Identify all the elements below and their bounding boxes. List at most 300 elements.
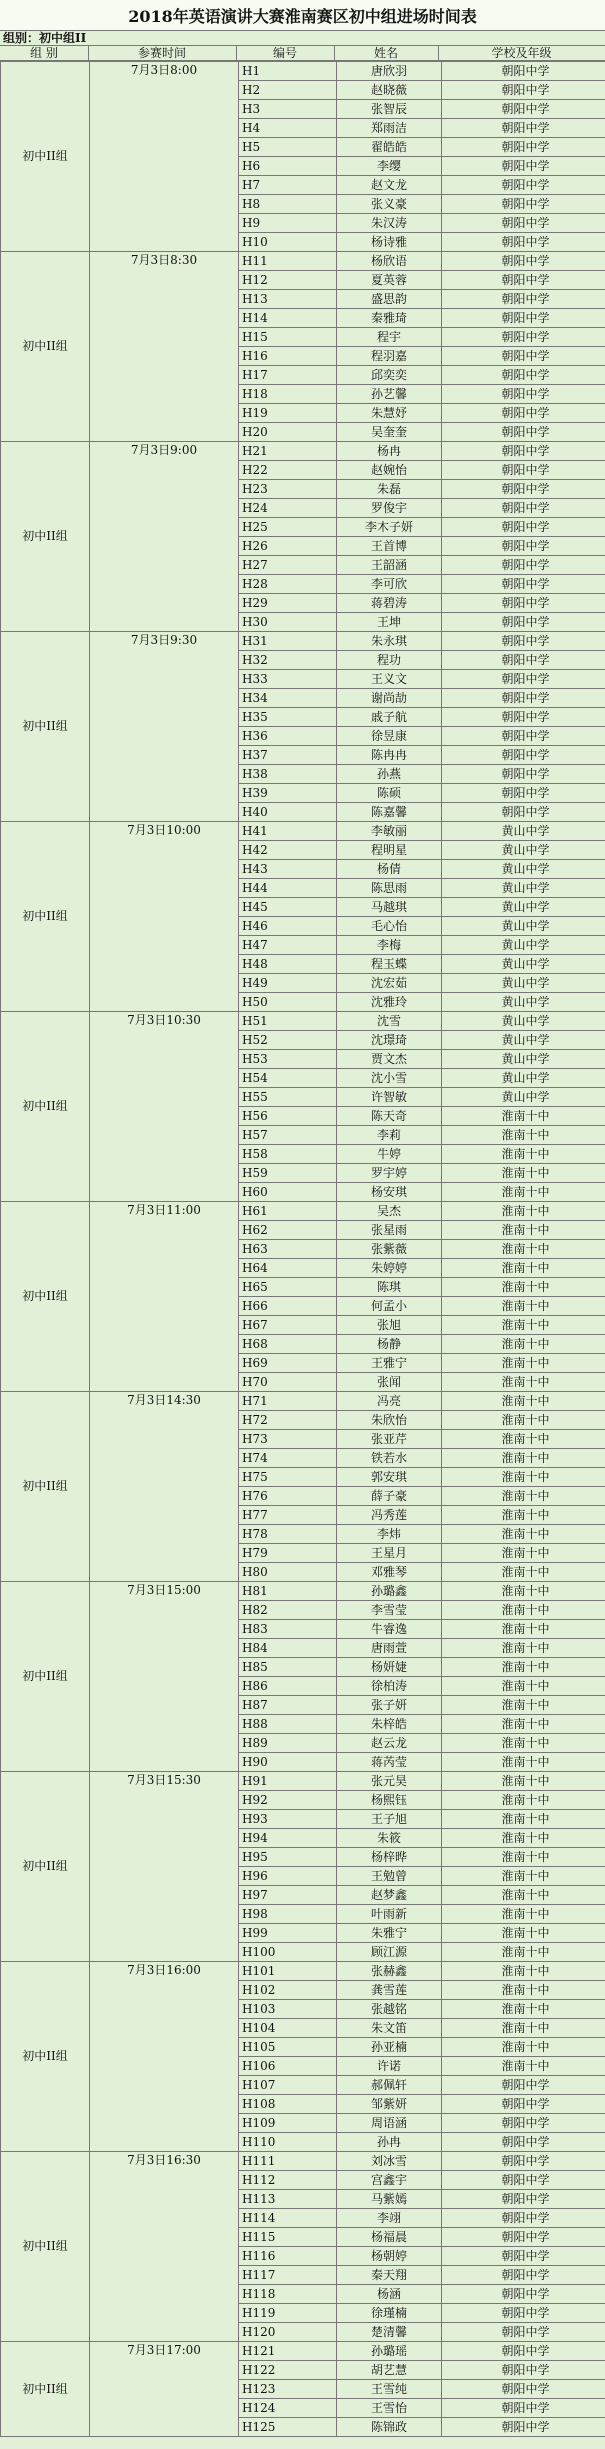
time-cell: 7月3日8:00 — [90, 62, 239, 252]
name-cell: 郭安琪 — [337, 1468, 442, 1487]
number-cell: H101 — [239, 1962, 337, 1981]
number-cell: H66 — [239, 1297, 337, 1316]
number-cell: H106 — [239, 2057, 337, 2076]
name-cell: 孙冉 — [337, 2133, 442, 2152]
group-cell: 初中II组 — [1, 252, 90, 442]
school-cell: 朝阳中学 — [442, 62, 605, 81]
school-cell: 朝阳中学 — [442, 309, 605, 328]
number-cell: H84 — [239, 1639, 337, 1658]
group-cell: 初中II组 — [1, 1202, 90, 1392]
name-cell: 李莉 — [337, 1126, 442, 1145]
number-cell: H109 — [239, 2114, 337, 2133]
group-cell: 初中II组 — [1, 2342, 90, 2437]
number-cell: H120 — [239, 2323, 337, 2342]
school-cell: 朝阳中学 — [442, 2190, 605, 2209]
number-cell: H114 — [239, 2209, 337, 2228]
school-cell: 朝阳中学 — [442, 2095, 605, 2114]
name-cell: 沈璟琦 — [337, 1031, 442, 1050]
name-cell: 杨妍婕 — [337, 1658, 442, 1677]
school-cell: 淮南十中 — [442, 1848, 605, 1867]
number-cell: H78 — [239, 1525, 337, 1544]
number-cell: H97 — [239, 1886, 337, 1905]
number-cell: H25 — [239, 518, 337, 537]
table-row — [1, 1772, 605, 1791]
number-cell: H57 — [239, 1126, 337, 1145]
school-cell: 朝阳中学 — [442, 499, 605, 518]
school-cell: 淮南十中 — [442, 1373, 605, 1392]
name-cell: 夏英蓉 — [337, 271, 442, 290]
school-cell: 朝阳中学 — [442, 176, 605, 195]
number-cell: H83 — [239, 1620, 337, 1639]
school-cell: 黄山中学 — [442, 1012, 605, 1031]
name-cell: 王雪怡 — [337, 2399, 442, 2418]
school-cell: 朝阳中学 — [442, 784, 605, 803]
group-cell: 初中II组 — [1, 2152, 90, 2342]
name-cell: 宫鑫宇 — [337, 2171, 442, 2190]
name-cell: 马越琪 — [337, 898, 442, 917]
number-cell: H39 — [239, 784, 337, 803]
school-cell: 黄山中学 — [442, 1088, 605, 1107]
name-cell: 张亚芹 — [337, 1430, 442, 1449]
name-cell: 徐瑾楠 — [337, 2304, 442, 2323]
school-cell: 黄山中学 — [442, 993, 605, 1012]
group-cell: 初中II组 — [1, 1392, 90, 1582]
name-cell: 陈嘉馨 — [337, 803, 442, 822]
group-cell: 初中II组 — [1, 1772, 90, 1962]
school-cell: 朝阳中学 — [442, 651, 605, 670]
number-cell: H14 — [239, 309, 337, 328]
name-cell: 王雅宁 — [337, 1354, 442, 1373]
name-cell: 楚清馨 — [337, 2323, 442, 2342]
name-cell: 杨静 — [337, 1335, 442, 1354]
name-cell: 贾文杰 — [337, 1050, 442, 1069]
name-cell: 朱欣怡 — [337, 1411, 442, 1430]
school-cell: 朝阳中学 — [442, 385, 605, 404]
school-cell: 淮南十中 — [442, 1791, 605, 1810]
school-cell: 淮南十中 — [442, 1525, 605, 1544]
number-cell: H87 — [239, 1696, 337, 1715]
number-cell: H4 — [239, 119, 337, 138]
table-row — [1, 1962, 605, 1981]
table-row — [1, 1392, 605, 1411]
name-cell: 龚雪莲 — [337, 1981, 442, 2000]
name-cell: 李梅 — [337, 936, 442, 955]
time-cell: 7月3日15:30 — [90, 1772, 239, 1962]
name-cell: 顾江源 — [337, 1943, 442, 1962]
name-cell: 孙璐瑶 — [337, 2342, 442, 2361]
name-cell: 杨朝婷 — [337, 2247, 442, 2266]
number-cell: H88 — [239, 1715, 337, 1734]
name-cell: 赵晓薇 — [337, 81, 442, 100]
number-cell: H47 — [239, 936, 337, 955]
school-cell: 淮南十中 — [442, 1620, 605, 1639]
school-cell: 朝阳中学 — [442, 423, 605, 442]
number-cell: H111 — [239, 2152, 337, 2171]
school-cell: 淮南十中 — [442, 1829, 605, 1848]
number-cell: H13 — [239, 290, 337, 309]
time-cell: 7月3日14:30 — [90, 1392, 239, 1582]
name-cell: 牛婷 — [337, 1145, 442, 1164]
school-cell: 朝阳中学 — [442, 2228, 605, 2247]
name-cell: 翟皓皓 — [337, 138, 442, 157]
time-cell: 7月3日10:00 — [90, 822, 239, 1012]
name-cell: 牛睿逸 — [337, 1620, 442, 1639]
number-cell: H125 — [239, 2418, 337, 2437]
header-time: 参赛时间 — [88, 46, 237, 61]
school-cell: 朝阳中学 — [442, 290, 605, 309]
number-cell: H95 — [239, 1848, 337, 1867]
school-cell: 淮南十中 — [442, 1107, 605, 1126]
school-cell: 淮南十中 — [442, 1145, 605, 1164]
number-cell: H19 — [239, 404, 337, 423]
school-cell: 朝阳中学 — [442, 252, 605, 271]
number-cell: H33 — [239, 670, 337, 689]
name-cell: 叶雨新 — [337, 1905, 442, 1924]
number-cell: H40 — [239, 803, 337, 822]
school-cell: 黄山中学 — [442, 841, 605, 860]
school-cell: 淮南十中 — [442, 1506, 605, 1525]
number-cell: H12 — [239, 271, 337, 290]
number-cell: H121 — [239, 2342, 337, 2361]
name-cell: 郝佩轩 — [337, 2076, 442, 2095]
name-cell: 徐柏涛 — [337, 1677, 442, 1696]
name-cell: 杨倩 — [337, 860, 442, 879]
number-cell: H92 — [239, 1791, 337, 1810]
name-cell: 陈思雨 — [337, 879, 442, 898]
number-cell: H44 — [239, 879, 337, 898]
group-cell: 初中II组 — [1, 442, 90, 632]
number-cell: H112 — [239, 2171, 337, 2190]
name-cell: 王首博 — [337, 537, 442, 556]
school-cell: 朝阳中学 — [442, 518, 605, 537]
number-cell: H65 — [239, 1278, 337, 1297]
number-cell: H27 — [239, 556, 337, 575]
school-cell: 黄山中学 — [442, 1069, 605, 1088]
group-cell: 初中II组 — [1, 1962, 90, 2152]
school-cell: 淮南十中 — [442, 1278, 605, 1297]
school-cell: 淮南十中 — [442, 1544, 605, 1563]
school-cell: 朝阳中学 — [442, 2399, 605, 2418]
name-cell: 张越铭 — [337, 2000, 442, 2019]
number-cell: H69 — [239, 1354, 337, 1373]
school-cell: 朝阳中学 — [442, 746, 605, 765]
name-cell: 朱永琪 — [337, 632, 442, 651]
school-cell: 朝阳中学 — [442, 708, 605, 727]
number-cell: H90 — [239, 1753, 337, 1772]
number-cell: H67 — [239, 1316, 337, 1335]
number-cell: H11 — [239, 252, 337, 271]
name-cell: 邓雅琴 — [337, 1563, 442, 1582]
name-cell: 秦雅琦 — [337, 309, 442, 328]
name-cell: 杨梓晔 — [337, 1848, 442, 1867]
school-cell: 朝阳中学 — [442, 2266, 605, 2285]
table-row — [1, 62, 605, 81]
school-cell: 淮南十中 — [442, 1430, 605, 1449]
header-school: 学校及年级 — [491, 46, 552, 60]
school-cell: 淮南十中 — [442, 1867, 605, 1886]
number-cell: H62 — [239, 1221, 337, 1240]
school-cell: 朝阳中学 — [442, 271, 605, 290]
name-cell: 张星雨 — [337, 1221, 442, 1240]
name-cell: 朱磊 — [337, 480, 442, 499]
time-cell: 7月3日16:00 — [90, 1962, 239, 2152]
name-cell: 唐欣羽 — [337, 62, 442, 81]
school-cell: 淮南十中 — [442, 2038, 605, 2057]
school-cell: 淮南十中 — [442, 1924, 605, 1943]
number-cell: H15 — [239, 328, 337, 347]
school-cell: 朝阳中学 — [442, 81, 605, 100]
number-cell: H21 — [239, 442, 337, 461]
number-cell: H20 — [239, 423, 337, 442]
name-cell: 秦天翔 — [337, 2266, 442, 2285]
table-row — [1, 1012, 605, 1031]
name-cell: 刘冰雪 — [337, 2152, 442, 2171]
school-cell: 黄山中学 — [442, 1031, 605, 1050]
school-cell: 淮南十中 — [442, 1810, 605, 1829]
school-cell: 淮南十中 — [442, 1449, 605, 1468]
name-cell: 蒋芮莹 — [337, 1753, 442, 1772]
school-cell: 朝阳中学 — [442, 594, 605, 613]
time-cell: 7月3日16:30 — [90, 2152, 239, 2342]
number-cell: H51 — [239, 1012, 337, 1031]
name-cell: 陈天奇 — [337, 1107, 442, 1126]
number-cell: H35 — [239, 708, 337, 727]
number-cell: H70 — [239, 1373, 337, 1392]
name-cell: 朱雅宁 — [337, 1924, 442, 1943]
number-cell: H26 — [239, 537, 337, 556]
school-cell: 朝阳中学 — [442, 2285, 605, 2304]
number-cell: H49 — [239, 974, 337, 993]
name-cell: 张闻 — [337, 1373, 442, 1392]
school-cell: 黄山中学 — [442, 917, 605, 936]
number-cell: H23 — [239, 480, 337, 499]
number-cell: H108 — [239, 2095, 337, 2114]
number-cell: H99 — [239, 1924, 337, 1943]
school-cell: 淮南十中 — [442, 1164, 605, 1183]
number-cell: H102 — [239, 1981, 337, 2000]
number-cell: H76 — [239, 1487, 337, 1506]
school-cell: 淮南十中 — [442, 1981, 605, 2000]
school-cell: 朝阳中学 — [442, 461, 605, 480]
table-row — [1, 2152, 605, 2171]
number-cell: H115 — [239, 2228, 337, 2247]
school-cell: 淮南十中 — [442, 1734, 605, 1753]
name-cell: 冯秀莲 — [337, 1506, 442, 1525]
school-cell: 朝阳中学 — [442, 727, 605, 746]
name-cell: 李翊 — [337, 2209, 442, 2228]
school-cell: 朝阳中学 — [442, 537, 605, 556]
number-cell: H6 — [239, 157, 337, 176]
name-cell: 孙亚楠 — [337, 2038, 442, 2057]
name-cell: 张义豪 — [337, 195, 442, 214]
school-cell: 淮南十中 — [442, 1905, 605, 1924]
school-cell: 淮南十中 — [442, 1886, 605, 1905]
table-row — [1, 252, 605, 271]
header-number: 编号 — [236, 46, 335, 61]
number-cell: H32 — [239, 651, 337, 670]
name-cell: 李敏丽 — [337, 822, 442, 841]
schedule-table — [0, 61, 605, 2437]
school-cell: 朝阳中学 — [442, 575, 605, 594]
number-cell: H81 — [239, 1582, 337, 1601]
number-cell: H38 — [239, 765, 337, 784]
number-cell: H60 — [239, 1183, 337, 1202]
number-cell: H86 — [239, 1677, 337, 1696]
number-cell: H77 — [239, 1506, 337, 1525]
number-cell: H96 — [239, 1867, 337, 1886]
name-cell: 朱慧妤 — [337, 404, 442, 423]
school-cell: 黄山中学 — [442, 936, 605, 955]
name-cell: 朱婷婷 — [337, 1259, 442, 1278]
school-cell: 朝阳中学 — [442, 2361, 605, 2380]
school-cell: 朝阳中学 — [442, 2418, 605, 2437]
name-cell: 朱文笛 — [337, 2019, 442, 2038]
name-cell: 杨熙钰 — [337, 1791, 442, 1810]
number-cell: H71 — [239, 1392, 337, 1411]
name-cell: 吴杰 — [337, 1202, 442, 1221]
number-cell: H8 — [239, 195, 337, 214]
number-cell: H124 — [239, 2399, 337, 2418]
number-cell: H64 — [239, 1259, 337, 1278]
name-cell: 陈硕 — [337, 784, 442, 803]
school-cell: 朝阳中学 — [442, 157, 605, 176]
number-cell: H107 — [239, 2076, 337, 2095]
table-row — [1, 1582, 605, 1601]
school-cell: 淮南十中 — [442, 1126, 605, 1145]
name-cell: 毛心怡 — [337, 917, 442, 936]
number-cell: H116 — [239, 2247, 337, 2266]
school-cell: 淮南十中 — [442, 1354, 605, 1373]
name-cell: 杨诗雅 — [337, 233, 442, 252]
number-cell: H82 — [239, 1601, 337, 1620]
name-cell: 赵文龙 — [337, 176, 442, 195]
number-cell: H30 — [239, 613, 337, 632]
number-cell: H7 — [239, 176, 337, 195]
number-cell: H79 — [239, 1544, 337, 1563]
school-cell: 朝阳中学 — [442, 2171, 605, 2190]
name-cell: 李木子妍 — [337, 518, 442, 537]
name-cell: 李缨 — [337, 157, 442, 176]
number-cell: H16 — [239, 347, 337, 366]
number-cell: H22 — [239, 461, 337, 480]
name-cell: 程羽嘉 — [337, 347, 442, 366]
name-cell: 陈冉冉 — [337, 746, 442, 765]
number-cell: H31 — [239, 632, 337, 651]
number-cell: H119 — [239, 2304, 337, 2323]
number-cell: H50 — [239, 993, 337, 1012]
page-title: 2018年英语演讲大赛淮南赛区初中组进场时间表 — [0, 0, 605, 31]
school-cell: 黄山中学 — [442, 860, 605, 879]
school-cell: 朝阳中学 — [442, 2342, 605, 2361]
number-cell: H89 — [239, 1734, 337, 1753]
name-cell: 陈锦政 — [337, 2418, 442, 2437]
name-cell: 徐昱康 — [337, 727, 442, 746]
school-cell: 黄山中学 — [442, 1050, 605, 1069]
table-row — [1, 1202, 605, 1221]
number-cell: H48 — [239, 955, 337, 974]
name-cell: 薛子豪 — [337, 1487, 442, 1506]
name-cell: 朱梓皓 — [337, 1715, 442, 1734]
header-group: 组 别 — [0, 46, 89, 61]
time-cell: 7月3日15:00 — [90, 1582, 239, 1772]
school-cell: 朝阳中学 — [442, 803, 605, 822]
group-subtitle: 组别：初中组II — [0, 31, 605, 46]
school-cell: 黄山中学 — [442, 955, 605, 974]
number-cell: H63 — [239, 1240, 337, 1259]
school-cell: 淮南十中 — [442, 1259, 605, 1278]
table-header — [0, 46, 605, 61]
table-row — [1, 632, 605, 651]
school-cell: 淮南十中 — [442, 1639, 605, 1658]
number-cell: H56 — [239, 1107, 337, 1126]
number-cell: H1 — [239, 62, 337, 81]
time-cell: 7月3日9:00 — [90, 442, 239, 632]
school-cell: 朝阳中学 — [442, 328, 605, 347]
number-cell: H3 — [239, 100, 337, 119]
name-cell: 郑雨洁 — [337, 119, 442, 138]
school-cell: 朝阳中学 — [442, 2076, 605, 2095]
name-cell: 王坤 — [337, 613, 442, 632]
number-cell: H55 — [239, 1088, 337, 1107]
school-cell: 朝阳中学 — [442, 670, 605, 689]
name-cell: 王星月 — [337, 1544, 442, 1563]
school-cell: 朝阳中学 — [442, 2209, 605, 2228]
school-cell: 淮南十中 — [442, 1753, 605, 1772]
school-cell: 朝阳中学 — [442, 119, 605, 138]
school-cell: 朝阳中学 — [442, 233, 605, 252]
name-cell: 邹紫妍 — [337, 2095, 442, 2114]
number-cell: H10 — [239, 233, 337, 252]
number-cell: H5 — [239, 138, 337, 157]
school-cell: 黄山中学 — [442, 822, 605, 841]
number-cell: H118 — [239, 2285, 337, 2304]
school-cell: 淮南十中 — [442, 1715, 605, 1734]
name-cell: 许智敏 — [337, 1088, 442, 1107]
school-cell: 朝阳中学 — [442, 556, 605, 575]
name-cell: 张赫鑫 — [337, 1962, 442, 1981]
number-cell: H37 — [239, 746, 337, 765]
number-cell: H117 — [239, 2266, 337, 2285]
school-cell: 朝阳中学 — [442, 2152, 605, 2171]
number-cell: H123 — [239, 2380, 337, 2399]
school-cell: 淮南十中 — [442, 1658, 605, 1677]
name-cell: 赵云龙 — [337, 1734, 442, 1753]
name-cell: 王义文 — [337, 670, 442, 689]
number-cell: H9 — [239, 214, 337, 233]
number-cell: H100 — [239, 1943, 337, 1962]
name-cell: 罗宇婷 — [337, 1164, 442, 1183]
name-cell: 孙艺馨 — [337, 385, 442, 404]
group-cell: 初中II组 — [1, 822, 90, 1012]
number-cell: H73 — [239, 1430, 337, 1449]
time-cell: 7月3日17:00 — [90, 2342, 239, 2437]
school-cell: 朝阳中学 — [442, 2380, 605, 2399]
name-cell: 张紫薇 — [337, 1240, 442, 1259]
number-cell: H72 — [239, 1411, 337, 1430]
group-cell: 初中II组 — [1, 1012, 90, 1202]
name-cell: 杨安琪 — [337, 1183, 442, 1202]
school-cell: 黄山中学 — [442, 879, 605, 898]
number-cell: H94 — [239, 1829, 337, 1848]
number-cell: H28 — [239, 575, 337, 594]
number-cell: H53 — [239, 1050, 337, 1069]
number-cell: H54 — [239, 1069, 337, 1088]
school-cell: 淮南十中 — [442, 1297, 605, 1316]
number-cell: H113 — [239, 2190, 337, 2209]
school-cell: 朝阳中学 — [442, 195, 605, 214]
name-cell: 沈雅玲 — [337, 993, 442, 1012]
school-cell: 朝阳中学 — [442, 347, 605, 366]
